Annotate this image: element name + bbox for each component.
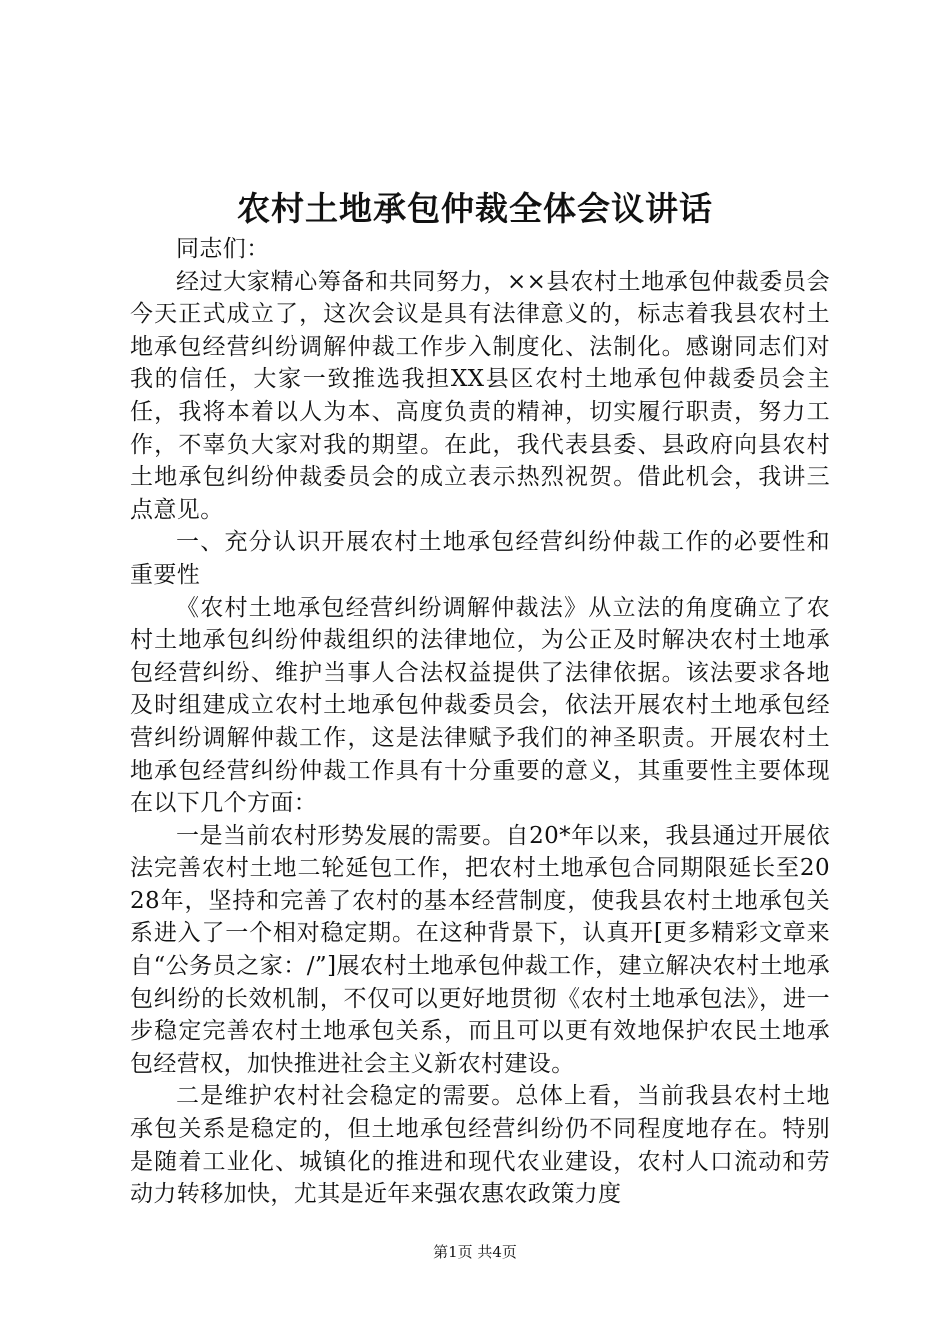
salutation-paragraph: 同志们：	[176, 236, 270, 262]
document-body	[130, 233, 830, 1211]
document-title: 农村土地承包仲裁全体会议讲话	[237, 189, 713, 228]
body-paragraph: 《农村土地承包经营纠纷调解仲裁法》从立法的角度确立了农村土地承包纠纷仲裁组织的法律地位，为公正及时解决农村土地承包经营纠纷、维护当事人合法权益提供了法律依据。该法要求各地及时组建成立农村土地承包仲裁委员会，依法开展农村土地承包经营纠纷调解仲裁工作，这是法律赋予我们的神圣职责。开展农村土地承包经营纠纷仲裁工作具有十分重要的意义，其重要性主要体现在以下几个方面：	[130, 594, 830, 817]
page-number-footer: 第1页 共4页	[433, 1243, 517, 1261]
body-paragraph: 一是当前农村形势发展的需要。自20*年以来，我县通过开展依法完善农村土地二轮延包工作，把农村土地承包合同期限延长至2028年，坚持和完善了农村的基本经营制度，使我县农村土地承包关系进入了一个相对稳定期。在这种背景下，认真开[更多精彩文章来自“公务员之家：/”]展农村土地承包仲裁工作，建立解决农村土地承包纠纷的长效机制，不仅可以更好地贯彻《农村土地承包法》，进一步稳定完善农村土地承包关系，而且可以更有效地保护农民土地承包经营权，加快推进社会主义新农村建设。	[130, 822, 830, 1077]
body-paragraph: 二是维护农村社会稳定的需要。总体上看，当前我县农村土地承包关系是稳定的，但土地承包经营纠纷仍不同程度地存在。特别是随着工业化、城镇化的推进和现代农业建设，农村人口流动和劳动力转移加快，尤其是近年来强农惠农政策力度	[130, 1083, 830, 1208]
body-paragraph: 经过大家精心筹备和共同努力，××县农村土地承包仲裁委员会今天正式成立了，这次会议是具有法律意义的，标志着我县农村土地承包经营纠纷调解仲裁工作步入制度化、法制化。感谢同志们对我的信任，大家一致推选我担XX县区农村土地承包仲裁委员会主任，我将本着以人为本、高度负责的精神，切实履行职责，努力工作，不辜负大家对我的期望。在此，我代表县委、县政府向县农村土地承包纠纷仲裁委员会的成立表示热烈祝贺。借此机会，我讲三点意见。	[130, 268, 830, 523]
section-heading-paragraph: 一、充分认识开展农村土地承包经营纠纷仲裁工作的必要性和重要性	[130, 529, 830, 588]
